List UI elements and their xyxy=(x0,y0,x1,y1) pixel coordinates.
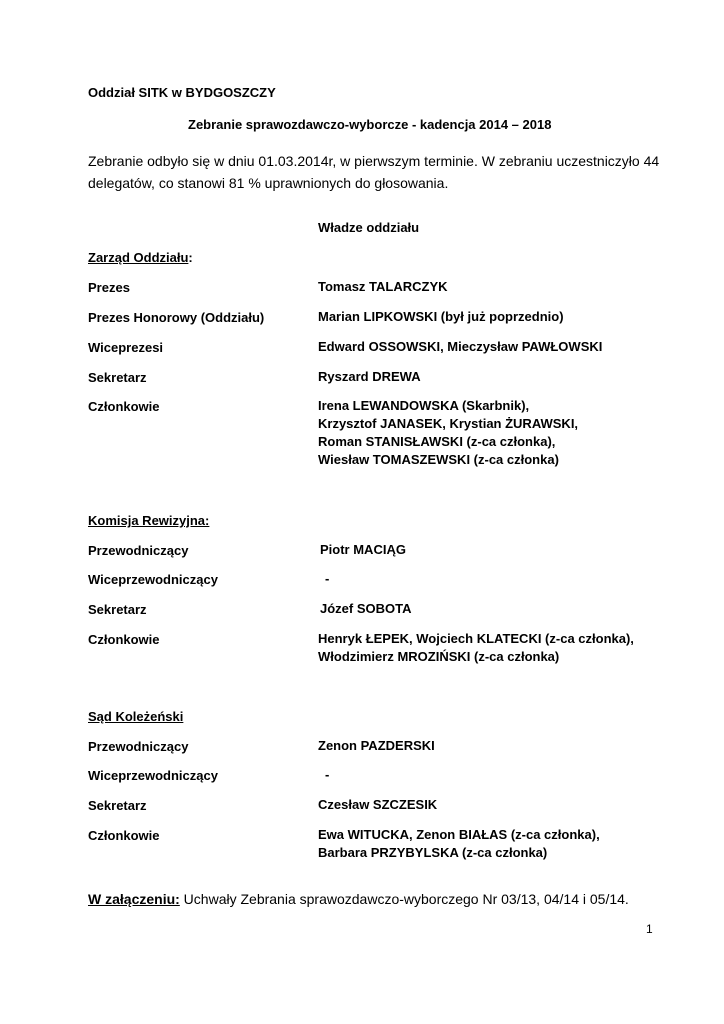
attachment-text: Uchwały Zebrania sprawozdawczo-wyborczego Nr 03/13, 04/14 i 05/14. xyxy=(179,891,629,907)
board-members-label: Członkowie xyxy=(88,399,160,414)
attachment-label: W załączeniu: xyxy=(88,891,180,907)
audit-secretary-label: Sekretarz xyxy=(88,602,147,617)
board-honorary-label: Prezes Honorowy (Oddziału) xyxy=(88,310,265,325)
court-members-line: Ewa WITUCKA, Zenon BIAŁAS (z-ca członka), xyxy=(318,827,600,842)
board-members-line: Krzysztof JANASEK, Krystian ŻURAWSKI, xyxy=(318,416,579,431)
authorities-heading: Władze oddziału xyxy=(318,220,420,235)
court-members-label: Członkowie xyxy=(88,828,160,843)
court-heading: Sąd Koleżeński xyxy=(88,709,184,724)
board-honorary-name: Marian LIPKOWSKI (był już poprzednio) xyxy=(318,309,564,324)
branch-name: Oddział SITK w BYDGOSZCZY xyxy=(88,85,276,100)
board-vice-label: Wiceprezesi xyxy=(88,340,164,355)
audit-chair-name: Piotr MACIĄG xyxy=(320,542,406,557)
audit-members-label: Członkowie xyxy=(88,632,160,647)
audit-members-line: Henryk ŁEPEK, Wojciech KLATECKI (z-ca członka), xyxy=(318,631,634,646)
page-number: 1 xyxy=(646,922,653,936)
audit-heading: Komisja Rewizyjna: xyxy=(88,513,210,528)
board-vice-names: Edward OSSOWSKI, Mieczysław PAWŁOWSKI xyxy=(318,339,603,354)
board-heading xyxy=(88,250,193,265)
board-secretary-name: Ryszard DREWA xyxy=(318,369,421,384)
court-members-line: Barbara PRZYBYLSKA (z-ca członka) xyxy=(318,845,548,860)
court-chair-name: Zenon PAZDERSKI xyxy=(318,738,435,753)
audit-secretary-name: Józef SOBOTA xyxy=(320,601,412,616)
board-heading-text: Zarząd Oddziału xyxy=(88,250,189,265)
board-members-line: Wiesław TOMASZEWSKI (z-ca członka) xyxy=(318,452,559,467)
intro-line-1: Zebranie odbyło się w dniu 01.03.2014r, w pierwszym terminie. W zebraniu uczestniczyło 44 xyxy=(88,153,660,169)
board-heading-colon: : xyxy=(188,250,193,265)
board-president-label: Prezes xyxy=(88,280,130,295)
court-secretary-label: Sekretarz xyxy=(88,798,147,813)
audit-members-line: Włodzimierz MROZIŃSKI (z-ca członka) xyxy=(318,649,560,664)
board-secretary-label: Sekretarz xyxy=(88,370,147,385)
court-secretary-name: Czesław SZCZESIK xyxy=(318,797,438,812)
audit-vice-chair-label: Wiceprzewodniczący xyxy=(88,572,218,587)
intro-line-2: delegatów, co stanowi 81 % uprawnionych do głosowania. xyxy=(88,175,449,191)
board-members-line: Irena LEWANDOWSKA (Skarbnik), xyxy=(318,398,530,413)
audit-chair-label: Przewodniczący xyxy=(88,543,189,558)
court-vice-chair-name: - xyxy=(325,767,330,782)
attachment-note xyxy=(88,891,629,907)
board-members-line: Roman STANISŁAWSKI (z-ca członka), xyxy=(318,434,556,449)
board-president-name: Tomasz TALARCZYK xyxy=(318,279,448,294)
court-vice-chair-label: Wiceprzewodniczący xyxy=(88,768,218,783)
audit-vice-chair-name: - xyxy=(325,571,330,586)
court-chair-label: Przewodniczący xyxy=(88,739,189,754)
meeting-title: Zebranie sprawozdawczo-wyborcze - kadencja 2014 – 2018 xyxy=(188,117,552,132)
